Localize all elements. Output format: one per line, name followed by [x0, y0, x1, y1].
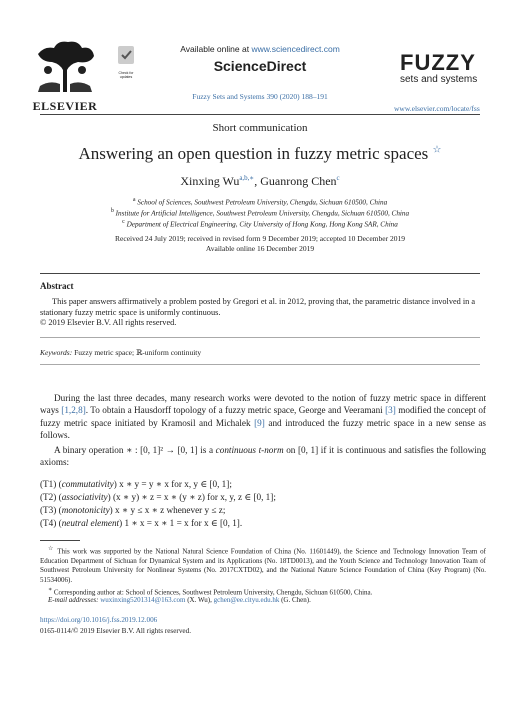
author-chen[interactable]: Guanrong Chen: [260, 174, 337, 188]
footnote-funding: [40, 545, 486, 585]
footnote-rule: [40, 540, 80, 541]
check-updates-label: Check for updates: [118, 71, 134, 79]
email-label: E-mail addresses:: [48, 596, 99, 604]
fuzzy-journal-logo[interactable]: [400, 52, 480, 86]
abstract-copyright: © 2019 Elsevier B.V. All rights reserved.: [40, 318, 177, 327]
citation-1-2-8[interactable]: [1,2,8]: [61, 405, 86, 416]
issn-copyright: 0165-0114/© 2019 Elsevier B.V. All rights reserved.: [40, 627, 191, 635]
keywords-label: Keywords:: [40, 348, 73, 357]
sciencedirect-title: ScienceDirect: [213, 58, 307, 74]
article-title-text: Answering an open question in fuzzy metric spaces: [78, 144, 429, 163]
author-chen-affil[interactable]: c: [336, 174, 340, 182]
axiom-label: (T3): [40, 505, 57, 515]
affiliation-b-text: Institute for Artificial Intelligence, Southwest Petroleum University, Chengdu, Sichuan 610500, China: [115, 209, 410, 218]
email-chen-link[interactable]: gchen@ee.cityu.edu.hk: [213, 596, 280, 604]
axiom-name: commutativity: [61, 479, 114, 489]
axiom-name: neutral element: [61, 518, 120, 528]
axiom-name: associativity: [61, 492, 108, 502]
sciencedirect-link[interactable]: www.sciencedirect.com: [251, 44, 340, 54]
intro-paragraph: [40, 392, 486, 442]
email-wu-name: (X. Wu),: [185, 596, 214, 604]
author-wu-affil[interactable]: a,b,∗: [239, 174, 255, 182]
tnorm-term: continuous t-norm: [215, 445, 284, 455]
tnorm-text-1: A binary operation ∗ : [0, 1]² → [0, 1] is a: [54, 445, 216, 455]
keywords: [40, 348, 201, 357]
affiliation-c: $^c$ Department of Electrical Engineering, City University of Hong Kong, Hong Kong SAR, China: [122, 219, 398, 229]
footnote-corresponding-mark: ∗: [48, 587, 53, 593]
title-footnote-mark[interactable]: ☆: [432, 144, 442, 156]
axiom-text: x ∗ y ≤ x ∗ z whenever y ≤ z;: [115, 505, 226, 515]
abstract-top-rule: [40, 273, 480, 274]
footnote-emails: [48, 596, 311, 604]
citation-3[interactable]: [3]: [385, 405, 396, 416]
footnote-corresponding-text: Corresponding author at: School of Sciences, Southwest Petroleum University, Chengdu, Sichuan 610500, China.: [53, 588, 373, 597]
axiom-label: (T2): [40, 492, 57, 502]
axiom-t1: (T1) (commutativity) x ∗ y = y ∗ x for x, y ∈ [0, 1];: [40, 479, 232, 489]
affiliation-a: $^a$ School of Sciences, Southwest Petroleum University, Chengdu, Sichuan 610500, China: [132, 197, 388, 207]
axiom-label: (T4): [40, 518, 57, 528]
available-online-date: Available online 16 December 2019: [205, 244, 315, 253]
article-type: Short communication: [212, 122, 308, 134]
journal-homepage-link[interactable]: www.elsevier.com/locate/fss: [394, 104, 480, 113]
header-rule: [40, 114, 480, 115]
email-chen-name: (G. Chen).: [279, 596, 311, 604]
footnote-funding-mark: ☆: [48, 546, 55, 552]
citation-9[interactable]: [9]: [254, 417, 265, 428]
journal-reference[interactable]: Fuzzy Sets and Systems 390 (2020) 188–191: [192, 92, 328, 101]
axiom-name: monotonicity: [61, 505, 110, 515]
elsevier-wordmark: ELSEVIER: [32, 99, 98, 113]
intro-text-4: and introduced the fuzzy metric space in a new sense as follows.: [40, 417, 486, 441]
axiom-t3: (T3) (monotonicity) x ∗ y ≤ x ∗ z whenever y ≤ z;: [40, 505, 226, 515]
intro-text-3: modified the concept of fuzzy metric space initiated by Kramosil and Michalek: [40, 405, 486, 428]
axiom-label: (T1): [40, 479, 57, 489]
affiliation-c-text: Department of Electrical Engineering, City University of Hong Kong, Hong Kong SAR, China: [126, 220, 398, 229]
author-wu[interactable]: Xinxing Wu: [180, 174, 240, 188]
keywords-bottom-rule: [40, 364, 480, 365]
article-title: [0, 144, 520, 164]
doi-link[interactable]: https://doi.org/10.1016/j.fss.2019.12.006: [40, 616, 158, 624]
keywords-top-rule: [40, 337, 480, 338]
abstract-heading: Abstract: [40, 281, 74, 291]
available-online-label: Available online at: [180, 44, 250, 54]
tnorm-text-2: on [0, 1] if it is continuous and satisfies the following axioms:: [40, 445, 486, 468]
axiom-text: 1 ∗ x = x ∗ 1 = x for x ∈ [0, 1].: [124, 518, 243, 528]
journal-logo-subtitle: sets and systems: [400, 74, 478, 85]
intro-text-2: . To obtain a Hausdorff topology of a fuzzy metric space, George and Veeramani: [85, 405, 386, 416]
tnorm-paragraph: [40, 444, 486, 469]
keywords-text: Fuzzy metric space; ℝ-uniform continuity: [74, 348, 202, 357]
author-separator: ,: [254, 174, 261, 188]
footnote-funding-text: This work was supported by the National Natural Science Foundation of China (No. 11601449), the Science and Technology Innovation Team of Education Department of Sichuan for Dynamical System and its Applications (No. 18TD0013), and the Youth Science and Technology Innovation Team of Southwest Petroleum University for Nonlinear Systems (No. 2017CXTD02), and the National Nature Science Foundation of China (Key Program) (No. 51534006).: [40, 547, 486, 584]
authors: [0, 174, 520, 189]
affiliation-a-text: School of Sciences, Southwest Petroleum University, Chengdu, Sichuan 610500, China: [137, 198, 388, 207]
affiliation-b: $^b$ Institute for Artificial Intelligence, Southwest Petroleum University, Chengdu, Sichuan 610500, China: [110, 208, 410, 218]
axiom-t2: (T2) (associativity) (x ∗ y) ∗ z = x ∗ (y ∗ z) for x, y, z ∈ [0, 1];: [40, 492, 276, 502]
journal-logo-fuzzy: FUZZY: [400, 50, 476, 75]
abstract-text: This paper answers affirmatively a problem posted by Gregori et al. in 2012, proving that, the parametric distance involved in a stationary fuzzy metric space is uniformly continuous.: [40, 297, 476, 317]
email-wu-link[interactable]: wuxinxing5201314@163.com: [100, 596, 186, 604]
axiom-text: (x ∗ y) ∗ z = x ∗ (y ∗ z) for x, y, z ∈ [0, 1];: [112, 492, 276, 502]
intro-text-1: During the last three decades, many research works were devoted to the notion of fuzzy metric space in different ways: [40, 393, 486, 416]
axiom-t4: (T4) (neutral element) 1 ∗ x = x ∗ 1 = x for x ∈ [0, 1].: [40, 518, 243, 528]
received-dates: Received 24 July 2019; received in revised form 9 December 2019; accepted 10 December 2019: [115, 234, 405, 243]
axiom-text: x ∗ y = y ∗ x for x, y ∈ [0, 1];: [119, 479, 232, 489]
